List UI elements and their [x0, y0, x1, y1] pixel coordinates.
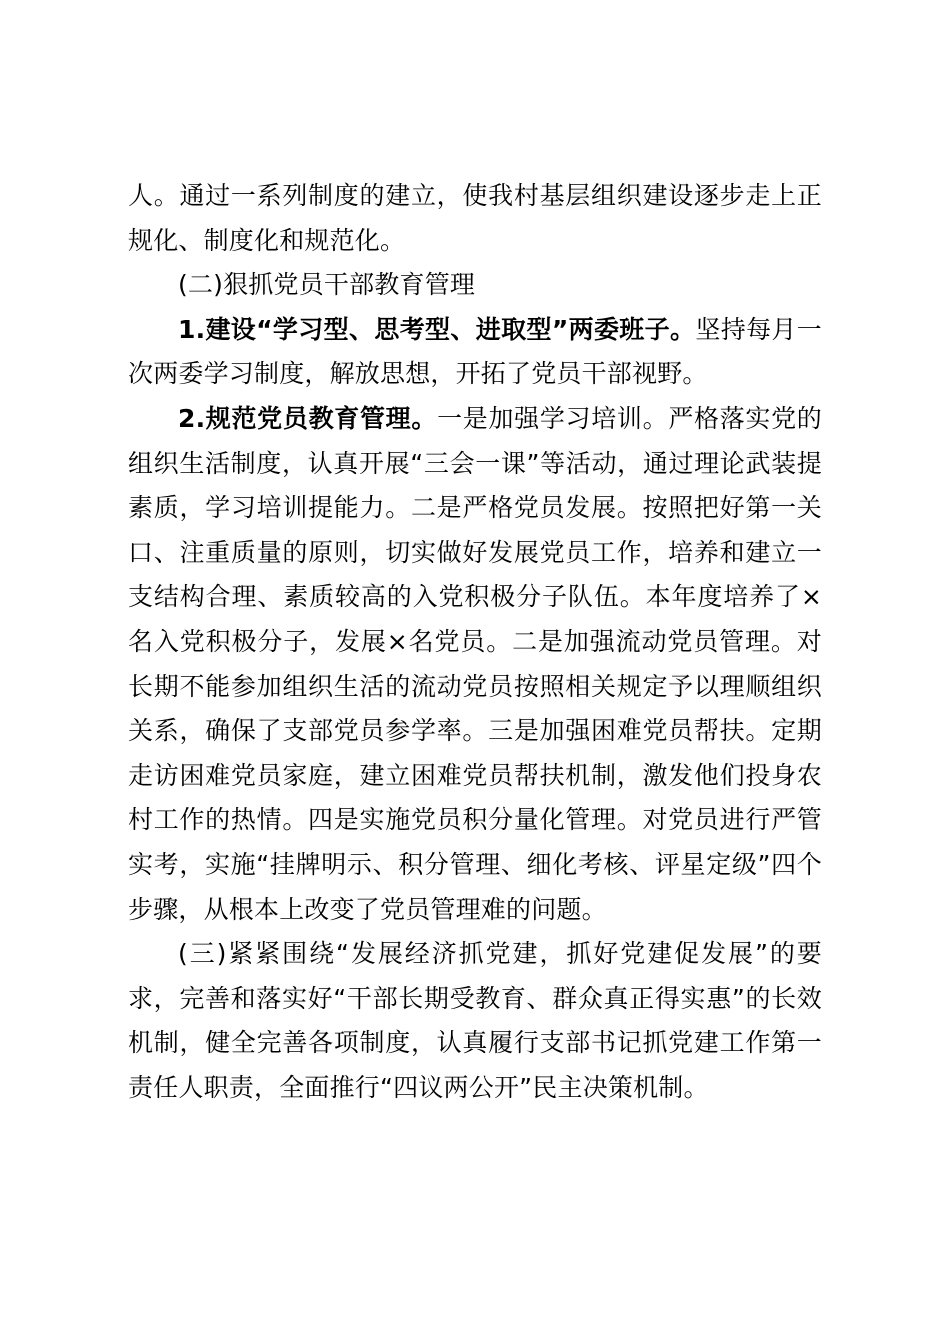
item-2-text: 一是加强学习培训。严格落实党的组织生活制度，认真开展“三会一课”等活动，通过理论武装提素质，学习培训提能力。二是严格党员发展。按照把好第一关口、注重质量的原则，切实做好发展党员工作，培养和建立一支结构合理、素质较高的入党积极分子队伍。本年度培养了×名入党积极分子，发展×名党员。二是加强流动党员管理。对长期不能参加组织生活的流动党员按照相关规定予以理顺组织关系，确保了支部党员参学率。三是加强困难党员帮扶。定期走访困难党员家庭，建立困难党员帮扶机制，激发他们投身农村工作的热情。四是实施党员积分量化管理。对党员进行严管实考，实施“挂牌明示、积分管理、细化考核、评星定级”四个步骤，从根本上改变了党员管理难的问题。: [128, 403, 823, 924]
item-1-text: 坚持每月一次两委学习制度，解放思想，开拓了党员干部视野。: [128, 314, 822, 389]
paragraph-text: 人。通过一系列制度的建立，使我村基层组织建设逐步走上正规化、制度化和规范化。: [128, 181, 822, 255]
section-3-text: (三)紧紧围绕“发展经济抓党建，抓好党建促发展”的要求，完善和落实好“干部长期受教育、群众真正得实惠”的长效机制，健全完善各项制度，认真履行支部书记抓党建工作第一责任人职责，全面推行“四议两公开”民主决策机制。: [128, 939, 822, 1102]
section-3-paragraph: [128, 932, 822, 1110]
document-body: [128, 174, 822, 1110]
item-2-lead: 2.规范党员教育管理。: [178, 403, 438, 433]
item-2-paragraph: [128, 397, 822, 932]
paragraph-continuation: [128, 174, 822, 263]
section-heading-2: [128, 263, 822, 308]
item-1-paragraph: [128, 308, 822, 397]
section-heading-text: (二)狠抓党员干部教育管理: [178, 270, 476, 300]
item-1-lead: 1.建设“学习型、思考型、进取型”两委班子。: [178, 314, 696, 344]
